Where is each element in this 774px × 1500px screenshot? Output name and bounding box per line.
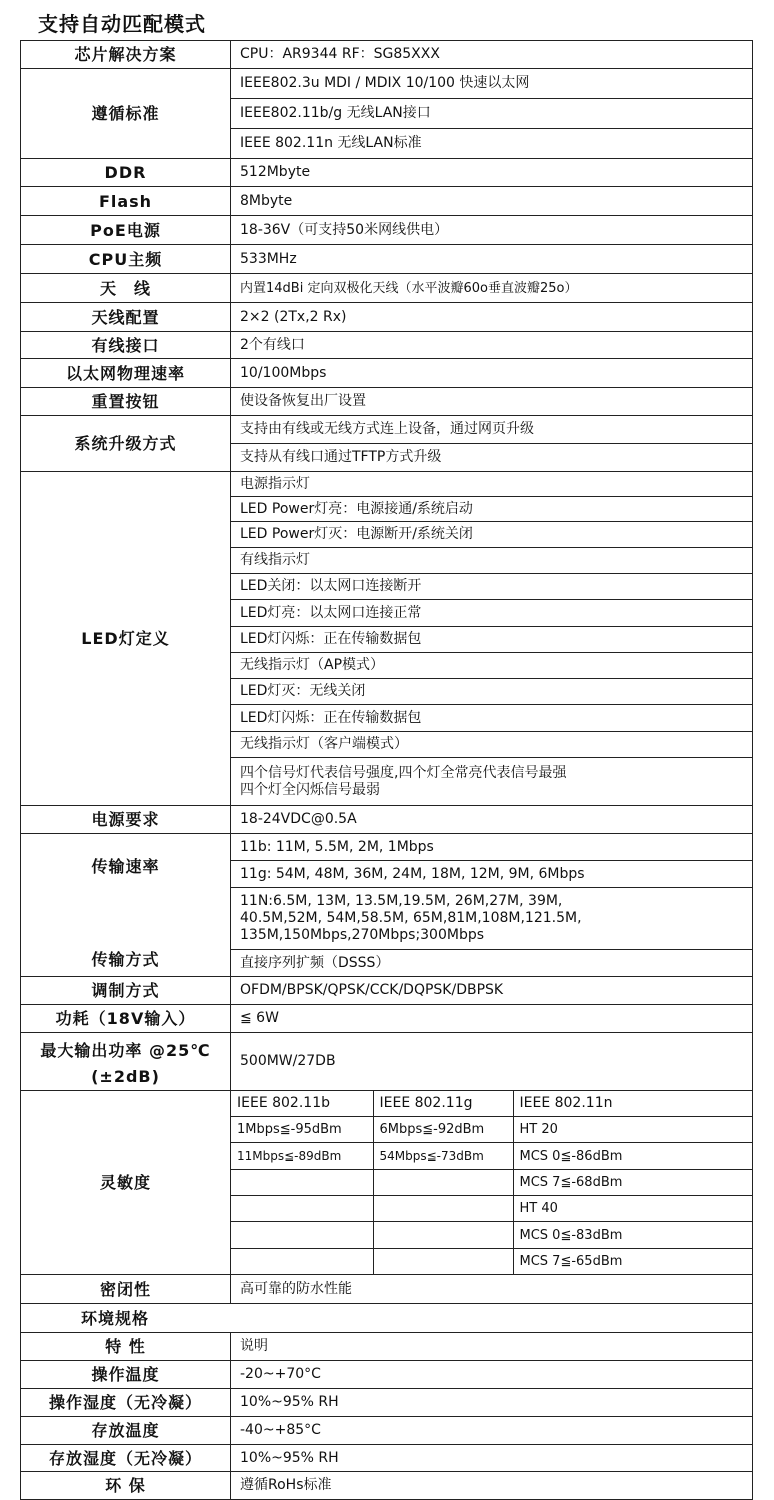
led-label: LED灯定义 [21, 472, 231, 806]
document-title: 支持自动匹配模式 [38, 12, 206, 36]
sensitivity-cell-g: 54Mbps≦-73dBm [373, 1143, 513, 1169]
led-item: LED灯闪烁：正在传输数据包 [231, 705, 753, 732]
max-power-label [21, 1033, 231, 1091]
row-ddr [21, 159, 753, 187]
row-op-humidity [21, 1389, 753, 1417]
led-item: LED Power灯亮：电源接通/系统启动 [231, 497, 753, 522]
led-item: LED灯闪烁：正在传输数据包 [231, 627, 753, 653]
st-temp-label: 存放温度 [21, 1417, 231, 1445]
tx-rate-item: 11b: 11M, 5.5M, 2M, 1Mbps [231, 834, 753, 861]
st-humidity-value: 10%~95% RH [231, 1445, 753, 1472]
upgrade-label: 系统升级方式 [21, 416, 231, 472]
sensitivity-header: IEEE 802.11n [513, 1091, 753, 1117]
row-env [21, 1304, 753, 1333]
tx-rate-11n-line: 40.5M,52M, 54M,58.5M, 65M,81M,108M,121.5M, [240, 910, 582, 926]
flash-value: 8Mbyte [231, 187, 753, 216]
row-reset [21, 388, 753, 416]
led-item: LED关闭：以太网口连接断开 [231, 574, 753, 600]
tx-rate-11n [231, 888, 753, 950]
chip-value: CPU：AR9344 RF：SG85XXX [231, 41, 753, 69]
sensitivity-row [231, 1222, 753, 1248]
sensitivity-row [231, 1248, 753, 1274]
sensitivity-cell-n: HT 40 [513, 1196, 753, 1222]
antenna-config-value: 2×2 (2Tx,2 Rx) [231, 303, 753, 332]
sensitivity-cell [231, 1091, 753, 1275]
row-op-temp [21, 1361, 753, 1389]
sensitivity-cell-b [231, 1222, 373, 1248]
row-sensitivity [21, 1091, 753, 1275]
row-power-req [21, 806, 753, 834]
row-flash [21, 187, 753, 216]
env-heading: 环境规格 [21, 1304, 753, 1333]
sensitivity-cell-g: 6Mbps≦-92dBm [373, 1117, 513, 1143]
row-eth-rate [21, 359, 753, 388]
sensitivity-row [231, 1117, 753, 1143]
max-power-label-line: 最大输出功率 @25℃ [40, 1040, 211, 1060]
cpu-label: CPU主频 [21, 245, 231, 274]
cpu-value: 533MHz [231, 245, 753, 274]
feature-label: 特 性 [21, 1333, 231, 1361]
chip-label: 芯片解决方案 [21, 41, 231, 69]
eth-rate-label: 以太网物理速率 [21, 359, 231, 388]
sensitivity-row [231, 1143, 753, 1169]
wired-label: 有线接口 [21, 332, 231, 359]
sensitivity-cell-n: MCS 7≦-65dBm [513, 1248, 753, 1274]
tx-labels-cell [21, 834, 231, 977]
op-temp-value: -20~+70°C [231, 1361, 753, 1389]
tx-mode-value: 直接序列扩频（DSSS） [231, 950, 753, 977]
led-item: 有线指示灯 [231, 548, 753, 574]
row-standards [21, 69, 753, 99]
tx-rate-11n-line: 135M,150Mbps,270Mbps;300Mbps [240, 927, 485, 943]
sensitivity-cell-g [373, 1196, 513, 1222]
row-modulation [21, 977, 753, 1005]
sensitivity-cell-n: MCS 7≦-68dBm [513, 1169, 753, 1195]
upgrade-item: 支持由有线或无线方式连上设备，通过网页升级 [231, 416, 753, 444]
antenna-label: 天 线 [21, 274, 231, 303]
led-item: LED灯灭：无线关闭 [231, 679, 753, 705]
power-req-value: 18-24VDC@0.5A [231, 806, 753, 834]
antenna-config-label: 天线配置 [21, 303, 231, 332]
tx-mode-label: 传输方式 [91, 950, 160, 969]
sensitivity-header-row [231, 1091, 753, 1117]
standard-item: IEEE802.3u MDI / MDIX 10/100 快速以太网 [231, 69, 753, 99]
sensitivity-header: IEEE 802.11b [231, 1091, 373, 1117]
wired-value: 2个有线口 [231, 332, 753, 359]
led-item: 无线指示灯（AP模式） [231, 653, 753, 679]
reset-value: 使设备恢复出厂设置 [231, 388, 753, 416]
led-signal-line: 四个灯全闪烁信号最弱 [240, 781, 380, 798]
sensitivity-cell-b [231, 1248, 373, 1274]
sensitivity-cell-g [373, 1248, 513, 1274]
sensitivity-label: 灵敏度 [21, 1091, 231, 1275]
eco-label: 环 保 [21, 1472, 231, 1500]
led-item: 无线指示灯（客户端模式） [231, 732, 753, 758]
eth-rate-value: 10/100Mbps [231, 359, 753, 388]
reset-label: 重置按钮 [21, 388, 231, 416]
row-st-temp [21, 1417, 753, 1445]
ddr-label: DDR [21, 159, 231, 187]
modulation-value: OFDM/BPSK/QPSK/CCK/DQPSK/DBPSK [231, 977, 753, 1005]
row-tx-1 [21, 834, 753, 861]
power-consumption-label: 功耗（18V输入） [21, 1005, 231, 1033]
sensitivity-cell-n: HT 20 [513, 1117, 753, 1143]
op-temp-label: 操作温度 [21, 1361, 231, 1389]
row-power-consumption [21, 1005, 753, 1033]
antenna-value: 内置14dBi 定向双极化天线（水平波瓣60o垂直波瓣25o） [231, 274, 753, 303]
power-consumption-value: ≦ 6W [231, 1005, 753, 1033]
row-antenna-config [21, 303, 753, 332]
led-item: LED灯亮：以太网口连接正常 [231, 600, 753, 627]
row-chip [21, 41, 753, 69]
sensitivity-row [231, 1169, 753, 1195]
row-upgrade [21, 416, 753, 444]
power-req-label: 电源要求 [21, 806, 231, 834]
row-cpu [21, 245, 753, 274]
sensitivity-cell-b: 11Mbps≦-89dBm [231, 1143, 373, 1169]
led-signal-item [231, 758, 753, 806]
row-led-1 [21, 472, 753, 497]
sensitivity-cell-g [373, 1222, 513, 1248]
spec-table [20, 40, 753, 1500]
max-power-label-line: (±2dB) [91, 1066, 160, 1086]
standard-item: IEEE 802.11n 无线LAN标准 [231, 129, 753, 159]
row-poe [21, 216, 753, 245]
led-signal-line: 四个信号灯代表信号强度,四个灯全常亮代表信号最强 [240, 764, 567, 781]
sealing-value: 高可靠的防水性能 [231, 1275, 753, 1304]
row-sealing [21, 1275, 753, 1304]
eco-value: 遵循RoHs标准 [231, 1472, 753, 1500]
poe-value: 18-36V（可支持50米网线供电） [231, 216, 753, 245]
st-temp-value: -40~+85°C [231, 1417, 753, 1445]
standards-label: 遵循标准 [21, 69, 231, 159]
sensitivity-cell-b [231, 1169, 373, 1195]
st-humidity-label: 存放湿度（无冷凝） [21, 1445, 231, 1472]
poe-label: PoE电源 [21, 216, 231, 245]
tx-rate-item: 11g: 54M, 48M, 36M, 24M, 18M, 12M, 9M, 6Mbps [231, 861, 753, 888]
sensitivity-cell-b: 1Mbps≦-95dBm [231, 1117, 373, 1143]
ddr-value: 512Mbyte [231, 159, 753, 187]
led-item: LED Power灯灭：电源断开/系统关闭 [231, 522, 753, 548]
row-antenna [21, 274, 753, 303]
feature-value: 说明 [231, 1333, 753, 1361]
standard-item: IEEE802.11b/g 无线LAN接口 [231, 99, 753, 129]
row-st-humidity [21, 1445, 753, 1472]
flash-label: Flash [21, 187, 231, 216]
sensitivity-header: IEEE 802.11g [373, 1091, 513, 1117]
tx-rate-11n-line: 11N:6.5M, 13M, 13.5M,19.5M, 26M,27M, 39M, [240, 893, 563, 909]
op-humidity-value: 10%~95% RH [231, 1389, 753, 1417]
tx-rate-label: 传输速率 [91, 857, 160, 876]
sensitivity-cell-n: MCS 0≦-86dBm [513, 1143, 753, 1169]
sensitivity-cell-n: MCS 0≦-83dBm [513, 1222, 753, 1248]
sealing-label: 密闭性 [21, 1275, 231, 1304]
row-eco [21, 1472, 753, 1500]
max-power-value: 500MW/27DB [231, 1033, 753, 1091]
sensitivity-cell-g [373, 1169, 513, 1195]
led-item: 电源指示灯 [231, 472, 753, 497]
modulation-label: 调制方式 [21, 977, 231, 1005]
sensitivity-table [231, 1091, 753, 1274]
op-humidity-label: 操作湿度（无冷凝） [21, 1389, 231, 1417]
row-wired [21, 332, 753, 359]
upgrade-item: 支持从有线口通过TFTP方式升级 [231, 444, 753, 472]
sensitivity-cell-b [231, 1196, 373, 1222]
row-feature [21, 1333, 753, 1361]
row-max-power [21, 1033, 753, 1091]
sensitivity-row [231, 1196, 753, 1222]
